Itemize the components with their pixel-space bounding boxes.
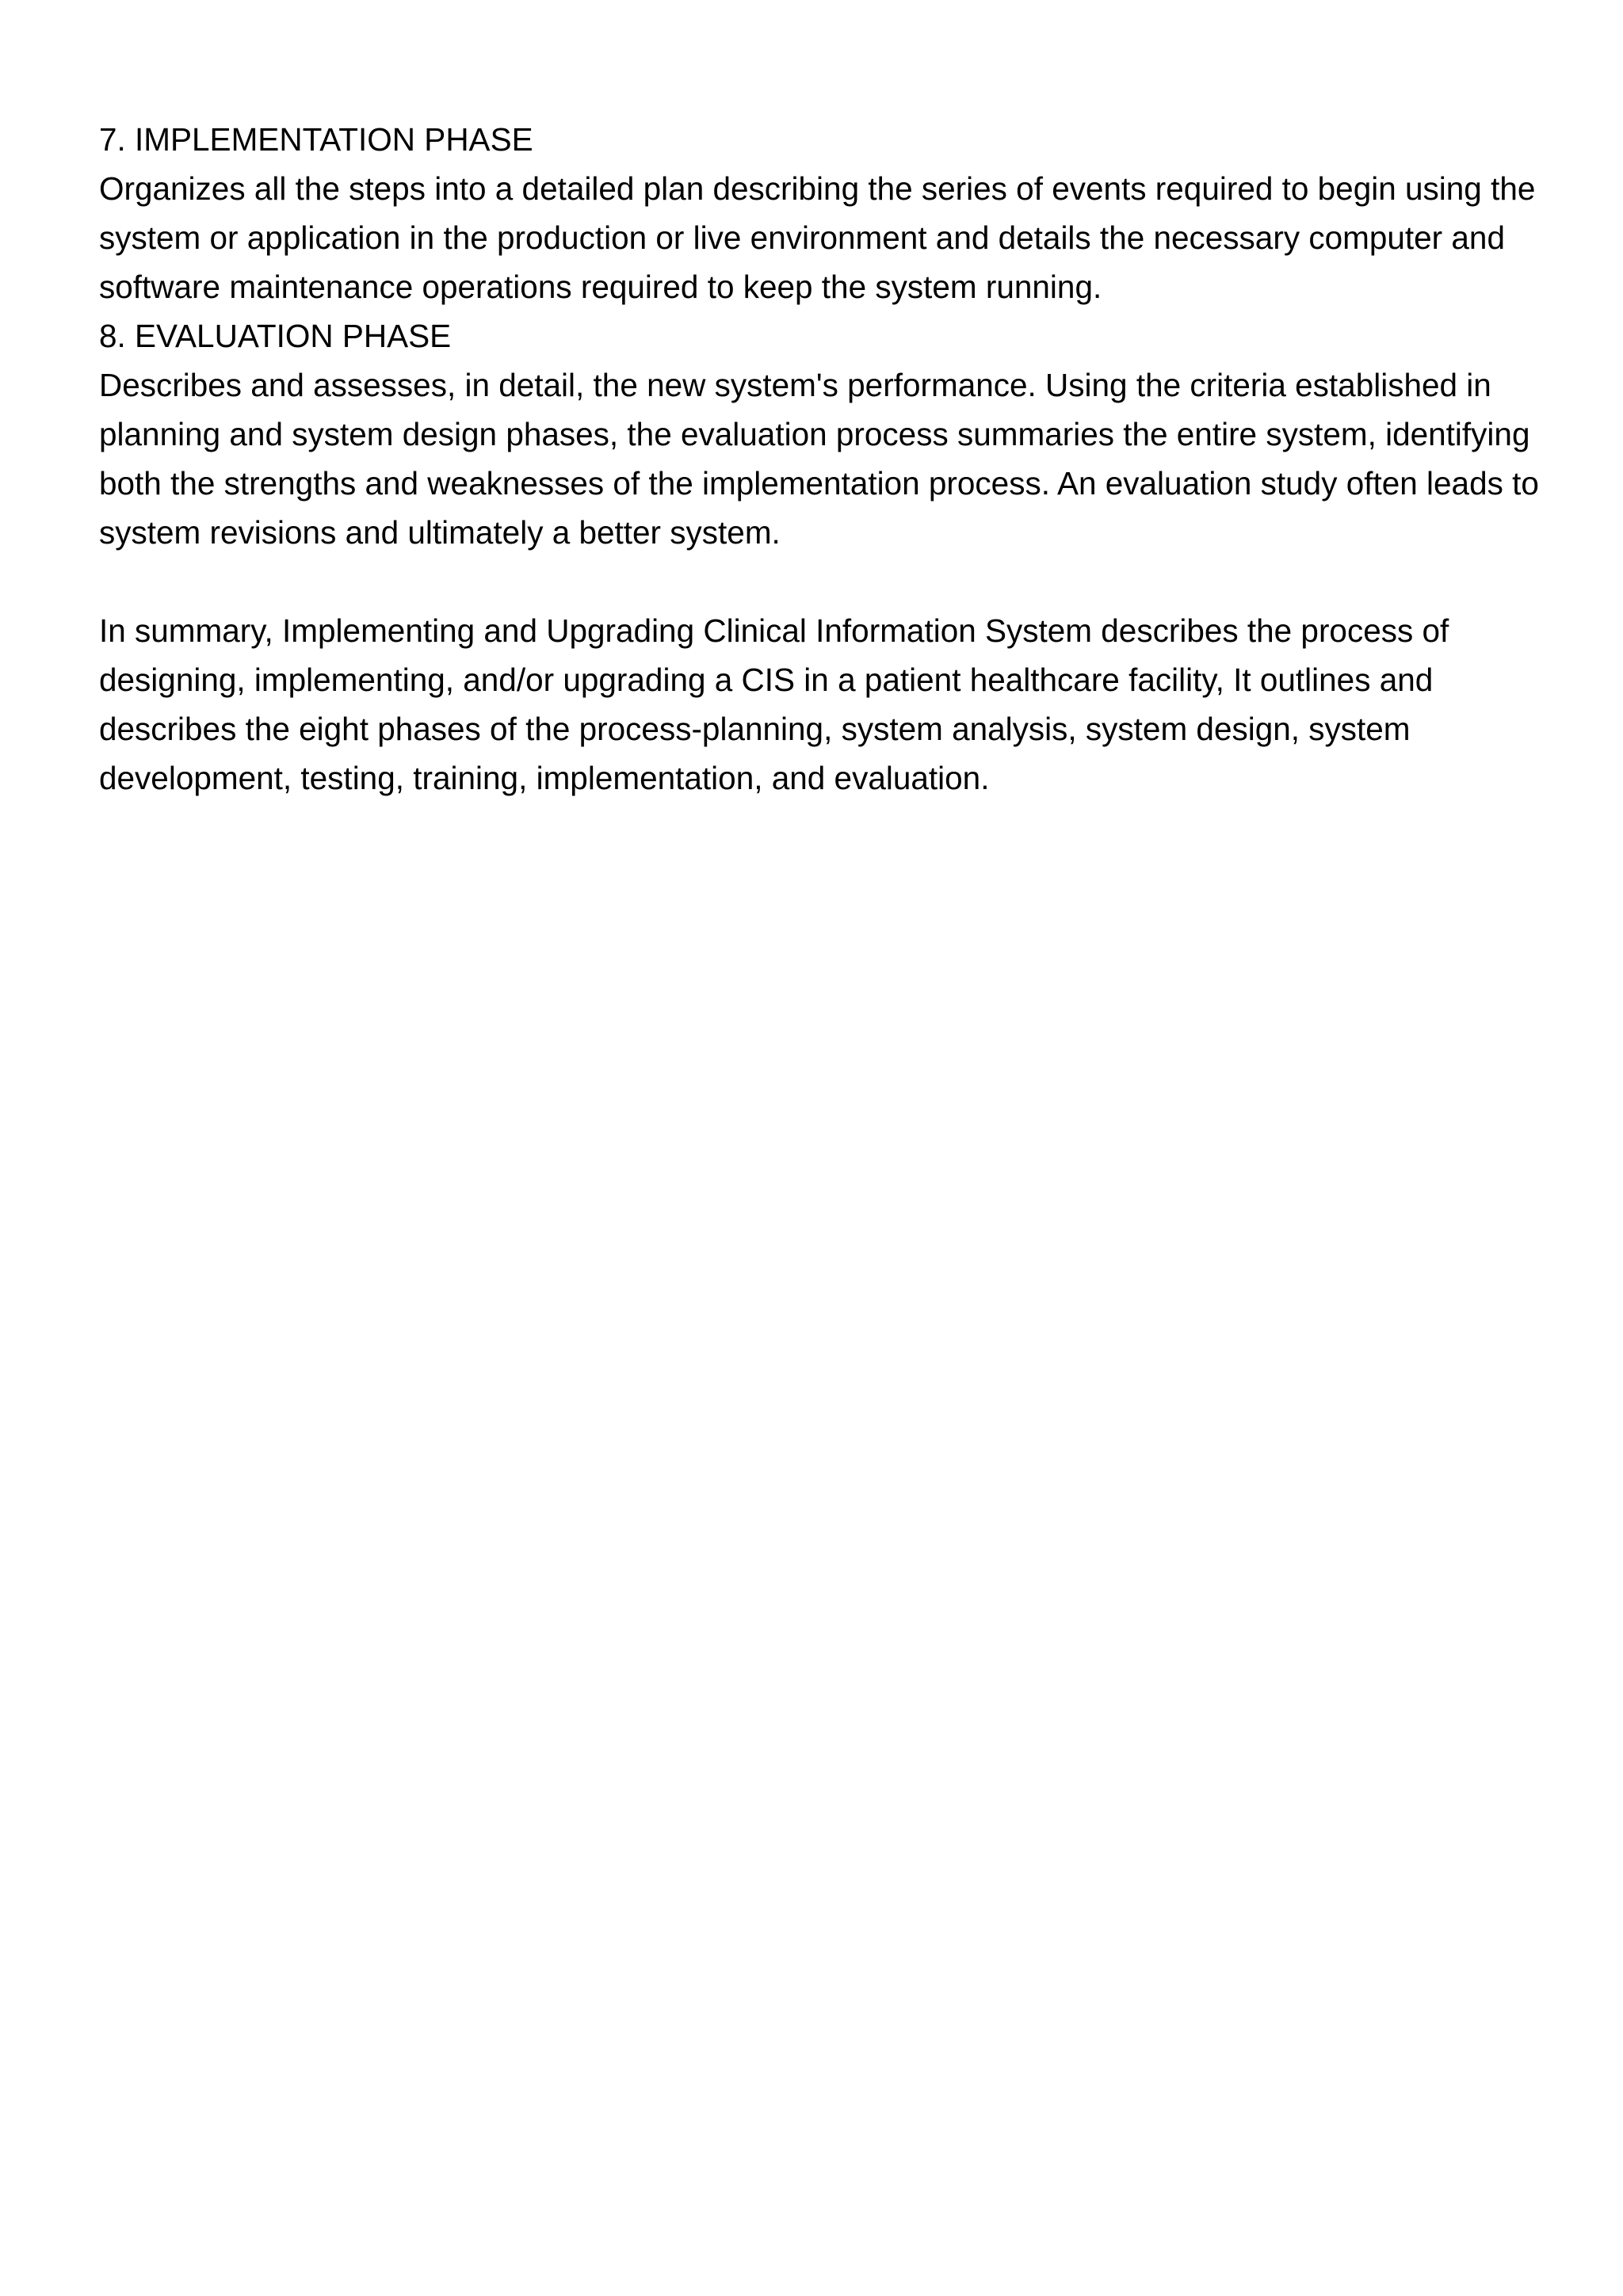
section-body-evaluation: Describes and assesses, in detail, the new system's performance. Using the criteria established in planning and system design phases, the evaluation process summaries the entire system, identifying both the strengths and weaknesses of the implementation process. An evaluation study often leads to system revisions and ultimately a better system.: [99, 367, 1539, 551]
section-heading-implementation: 7. IMPLEMENTATION PHASE: [99, 121, 533, 158]
section-heading-evaluation: 8. EVALUATION PHASE: [99, 318, 452, 354]
paragraph-spacer: [99, 557, 1557, 606]
document-content: [99, 115, 1557, 803]
summary-paragraph: In summary, Implementing and Upgrading Clinical Information System describes the process of designing, implementing, and/or upgrading a CIS in a patient healthcare facility, It outlines and describes the eight phases of the process-planning, system analysis, system design, system development, testing, training, implementation, and evaluation.: [99, 612, 1449, 796]
section-body-implementation: Organizes all the steps into a detailed plan describing the series of events required to begin using the system or application in the production or live environment and details the necessary computer and software maintenance operations required to keep the system running.: [99, 170, 1536, 305]
